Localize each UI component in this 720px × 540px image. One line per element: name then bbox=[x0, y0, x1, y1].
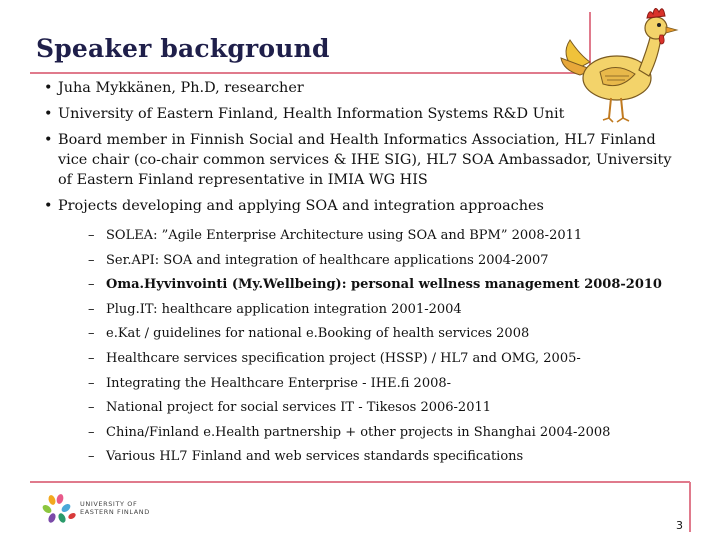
project-text: SOLEA: ”Agile Enterprise Architecture using SOA and BPM” 2008-2011 bbox=[106, 228, 583, 243]
dash-glyph: – bbox=[88, 350, 95, 366]
dash-glyph: – bbox=[88, 301, 95, 317]
project-text: Plug.IT: healthcare application integration 2001-2004 bbox=[106, 301, 462, 317]
project-item bbox=[88, 372, 684, 397]
dash-glyph: – bbox=[88, 449, 95, 465]
project-text: China/Finland e.Health partnership + other projects in Shanghai 2004-2008 bbox=[106, 424, 611, 440]
bullet-glyph: • bbox=[44, 80, 53, 96]
project-text: e.Kat / guidelines for national e.Booking of health services 2008 bbox=[106, 326, 530, 342]
project-item bbox=[88, 445, 684, 470]
dash-glyph: – bbox=[88, 424, 95, 440]
bullet-glyph: • bbox=[44, 198, 53, 214]
project-text: Oma.Hyvinvointi (My.Wellbeing): personal wellness management 2008-2010 bbox=[106, 277, 662, 293]
dash-glyph: – bbox=[88, 326, 95, 342]
project-item bbox=[88, 421, 684, 446]
dash-glyph: – bbox=[88, 277, 95, 293]
bullet-item bbox=[44, 78, 684, 98]
dash-glyph: – bbox=[88, 375, 95, 391]
project-text: Healthcare services specification project (HSSP) / HL7 and OMG, 2005- bbox=[106, 350, 581, 366]
bullet-text: Juha Mykkänen, Ph.D, researcher bbox=[58, 80, 304, 96]
bullet-text: Projects developing and applying SOA and integration approaches bbox=[58, 198, 544, 214]
project-text: Integrating the Healthcare Enterprise - IHE.fi 2008- bbox=[106, 375, 452, 391]
project-item bbox=[88, 273, 684, 298]
title-divider bbox=[30, 72, 590, 74]
project-list bbox=[88, 224, 684, 470]
project-item bbox=[88, 396, 684, 421]
project-item bbox=[88, 249, 684, 274]
bullet-item bbox=[44, 196, 684, 470]
bullet-glyph: • bbox=[44, 132, 53, 148]
footer-side-divider bbox=[689, 482, 691, 532]
logo-line-2: EASTERN FINLAND bbox=[80, 508, 150, 516]
dash-glyph: – bbox=[88, 400, 95, 416]
project-item bbox=[88, 347, 684, 372]
bullet-text: University of Eastern Finland, Health Information Systems R&D Unit bbox=[58, 106, 565, 122]
project-text: Various HL7 Finland and web services standards specifications bbox=[106, 449, 524, 465]
footer-divider bbox=[30, 481, 690, 483]
logo-line-1: UNIVERSITY OF bbox=[80, 500, 138, 508]
project-item bbox=[88, 224, 684, 249]
project-item bbox=[88, 322, 684, 347]
project-item bbox=[88, 298, 684, 323]
dash-glyph: – bbox=[88, 228, 95, 243]
bullet-item bbox=[44, 130, 684, 190]
university-logo-text bbox=[80, 500, 150, 516]
slide-title: Speaker background bbox=[36, 34, 330, 63]
bullet-text: Board member in Finnish Social and Health Informatics Association, HL7 Finland vice chair (co-chair common services & IHE SIG), HL7 SOA Ambassador, University of Eastern Finland representative in IMIA WG HIS bbox=[58, 132, 672, 188]
bullet-list bbox=[44, 78, 684, 476]
bullet-glyph: • bbox=[44, 106, 53, 122]
project-text: National project for social services IT - Tikesos 2006-2011 bbox=[106, 400, 492, 416]
bullet-item bbox=[44, 104, 684, 124]
dash-glyph: – bbox=[88, 252, 95, 268]
page-number: 3 bbox=[676, 519, 683, 532]
project-text: Ser.API: SOA and integration of healthcare applications 2004-2007 bbox=[106, 252, 549, 268]
